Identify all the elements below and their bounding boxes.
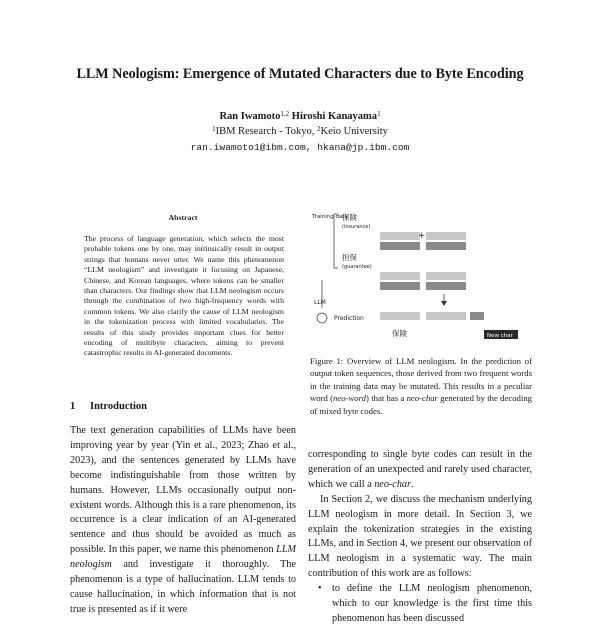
llm-robot-icon	[317, 313, 327, 323]
section-heading	[70, 401, 147, 412]
caption-term: neo-word	[333, 393, 367, 404]
intro-term: LLM neologism	[70, 544, 296, 571]
intro-right-column	[308, 448, 532, 627]
intro-paragraph	[308, 448, 532, 493]
author-name: Hiroshi Kanayama	[291, 111, 378, 122]
contribution-bullet: • to define the LLM neologism phenomenon, which to our knowledge is the first time this phenomenon has been discussed	[308, 582, 532, 627]
figure-1-diagram	[308, 208, 534, 348]
affil-mark: 2	[317, 125, 321, 133]
token-row-b	[380, 272, 466, 290]
intro-text: and investigate it thoroughly. The phenomenon is a type of hallucination. LLM tends to cause hallucination, in which information that is not true is presented as if it were	[70, 559, 296, 615]
intro-text: The text generation capabilities of LLMs have been improving year by year (Yin et al., 2023; Zhao et al., 2023), and the sentences generated by LLMs have become indistinguishable from those written by humans. However, LLMs occasionally output non-existent words. Although this is a rare phenomenon, its occurrence is a clear indication of an AI-generated sentence and thus should be avoided as much as possible. In this paper, we name this phenomenon	[70, 425, 296, 556]
word-a-gloss: (insurance)	[342, 224, 371, 230]
caption-text: Figure 1: Overview of LLM neologism. In the prediction of output token sequences, those derived from two frequent words in the training data may be mutated. This results in a peculiar word (	[310, 356, 532, 404]
figure-1-caption	[310, 355, 532, 417]
caption-term: neo-char	[406, 393, 438, 404]
word-b-gloss: (guarantee)	[342, 264, 372, 270]
token-box	[380, 282, 420, 290]
word-b: 担保	[342, 253, 357, 262]
token-box	[426, 232, 466, 240]
author-affil-mark: 1	[377, 110, 381, 118]
affil-mark: 1	[212, 125, 216, 133]
token-box	[426, 242, 466, 250]
intro-term: neo-char	[374, 478, 411, 490]
caption-text: generated by the decoding of mixed byte codes.	[310, 393, 533, 416]
author-emails: ran.iwamoto1@ibm.com, hkana@jp.ibm.com	[190, 142, 410, 153]
word-a: 保険	[342, 213, 357, 222]
plus-sign: +	[418, 231, 426, 241]
author-name: Ran Iwamoto	[219, 111, 281, 122]
token-box	[470, 312, 484, 320]
affiliation: IBM Research - Tokyo,	[215, 126, 318, 137]
paper-title: LLM Neologism: Emergence of Mutated Characters due to Byte Encoding	[76, 66, 524, 82]
intro-paragraph: In Section 2, we discuss the mechanism underlying LLM neologism in more detail. In Section 3, we explain the tokenization strategies in the existing LLMs, and in Section 4, we present our observation of LLM neologism in a systematic way. The main contribution of this work are as follows:	[308, 493, 532, 580]
token-box	[380, 232, 420, 240]
author-list	[0, 110, 600, 122]
caption-text: ) that has a	[366, 393, 407, 404]
token-box	[380, 312, 420, 320]
token-box	[426, 282, 466, 290]
training-data-label: Training data	[312, 214, 348, 220]
abstract-body: The process of language generation, which selects the most probable tokens one by one, may intrinsically result in output strings that humans never utter. We name this phenomenon “LLM neologism” and investigate it focusing on Japanese, Chinese, and Korean languages, where tokens can be smaller than characters. Our findings show that LLM neologism occurs through the combination of two high-frequency words with common tokens. We also clarify the cause of LLM neologism in the tokenization process with limited vocabularies. The results of this study provides important clues for better encoding of multibyte characters, aiming to prevent catastrophic results in AI-generated documents.	[84, 234, 284, 358]
intro-left-column	[70, 424, 296, 618]
llm-label: LLM	[314, 299, 326, 306]
prediction-label: Prediction	[334, 315, 364, 322]
intro-text: corresponding to single byte codes can result in the generation of an unexpected and rarely used character, which we call a	[308, 449, 532, 490]
section-number: 1	[70, 401, 76, 412]
abstract-heading: Abstract	[168, 213, 198, 222]
token-box	[380, 242, 420, 250]
new-char-label: New char	[487, 333, 513, 339]
token-box	[426, 312, 466, 320]
prediction-row	[380, 312, 484, 320]
token-box	[380, 272, 420, 280]
section-title: Introduction	[90, 401, 147, 412]
token-box	[426, 272, 466, 280]
neologism-word: 保険	[392, 329, 407, 338]
intro-text: .	[410, 478, 414, 490]
author-affil-mark: 1,2	[280, 110, 290, 118]
arrow-head-icon	[441, 301, 447, 306]
affiliation: Keio University	[320, 126, 388, 137]
affiliations	[0, 125, 600, 137]
